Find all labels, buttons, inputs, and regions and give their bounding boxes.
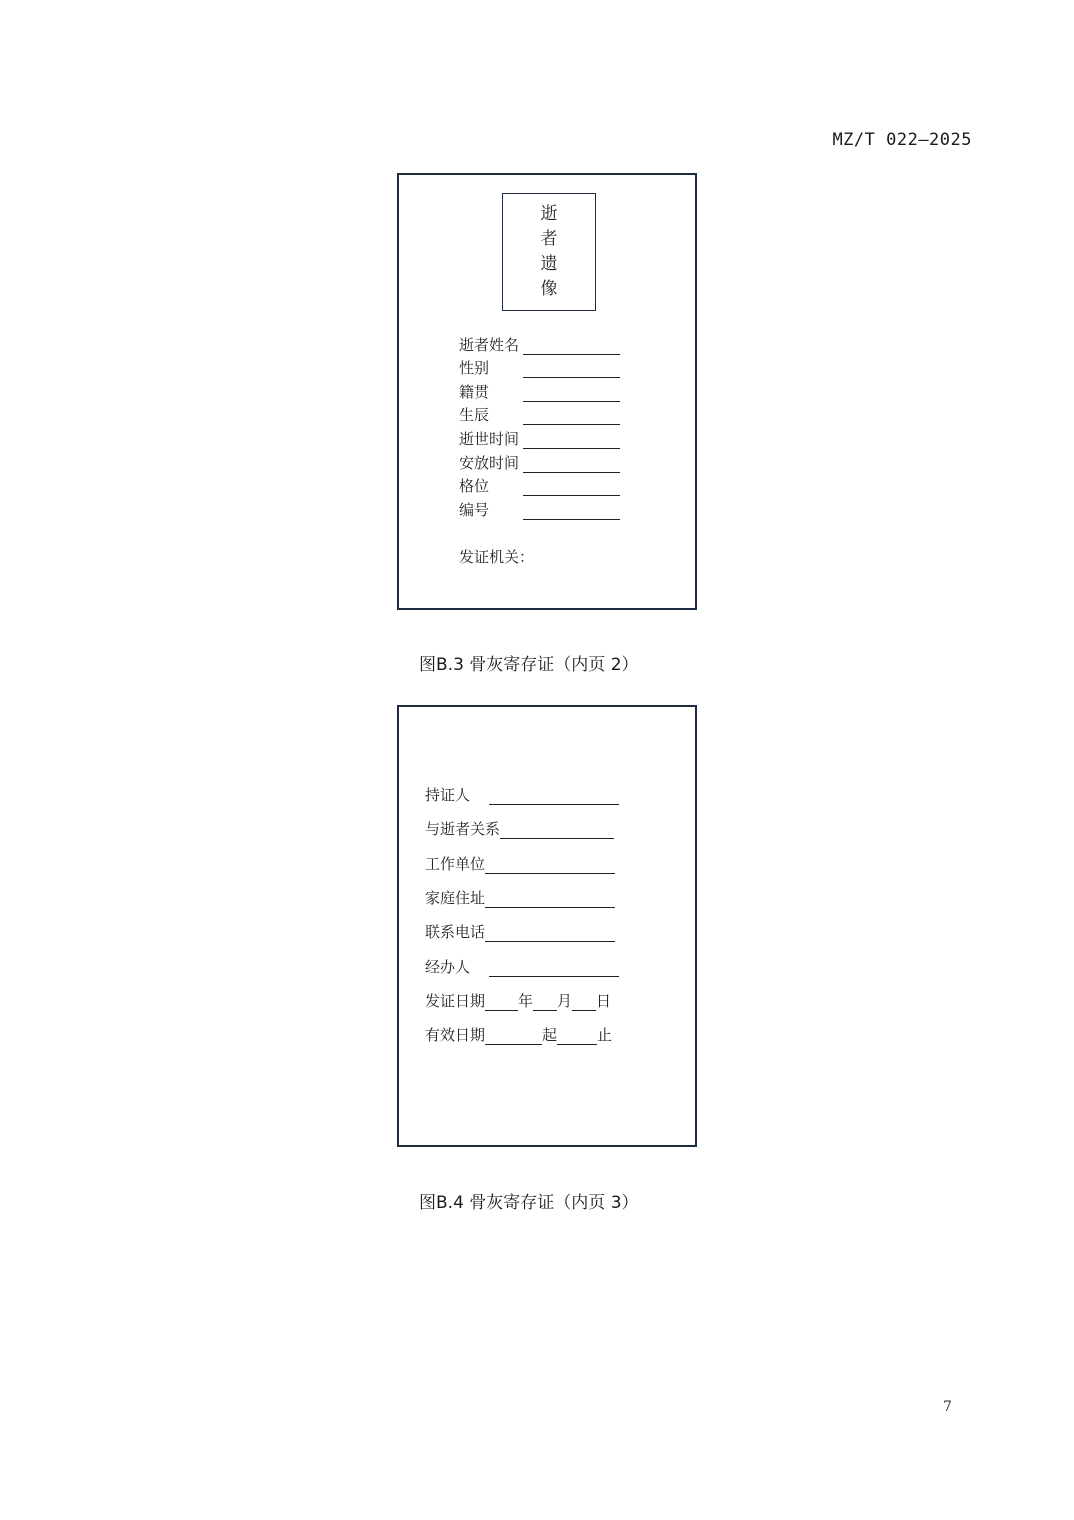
field-placement-time bbox=[459, 453, 620, 473]
field-holder bbox=[425, 785, 619, 805]
field-niche-position bbox=[459, 476, 620, 496]
field-handler bbox=[425, 957, 619, 977]
field-label: 工作单位 bbox=[425, 855, 486, 873]
certificate-page-3 bbox=[397, 705, 697, 1147]
field-label: 有效日期 bbox=[425, 1026, 486, 1044]
document-code: MZ/T 022—2025 bbox=[832, 130, 972, 150]
field-label: 籍贯 bbox=[459, 383, 490, 401]
page-number: 7 bbox=[943, 1399, 952, 1415]
day-blank[interactable] bbox=[572, 993, 596, 1011]
field-blank-line[interactable] bbox=[523, 360, 620, 378]
field-blank-line[interactable] bbox=[523, 502, 620, 520]
field-label: 安放时间 bbox=[459, 454, 520, 472]
field-label: 性别 bbox=[459, 359, 490, 377]
field-blank-line[interactable] bbox=[489, 959, 619, 977]
field-valid-period bbox=[425, 1025, 612, 1045]
field-label: 逝者姓名 bbox=[459, 336, 520, 354]
field-label: 编号 bbox=[459, 501, 490, 519]
field-label: 与逝者关系 bbox=[425, 820, 501, 838]
field-label: 生辰 bbox=[459, 406, 490, 424]
field-blank-line[interactable] bbox=[523, 407, 620, 425]
portrait-char: 像 bbox=[540, 279, 558, 299]
field-blank-line[interactable] bbox=[489, 787, 619, 805]
month-blank[interactable] bbox=[533, 993, 557, 1011]
field-label: 格位 bbox=[459, 477, 490, 495]
field-label: 发证日期 bbox=[425, 992, 486, 1010]
field-blank-line[interactable] bbox=[500, 821, 614, 839]
field-relation bbox=[425, 819, 614, 839]
certificate-page-2 bbox=[397, 173, 697, 610]
portrait-char: 逝 bbox=[540, 204, 558, 224]
field-home-address bbox=[425, 888, 615, 908]
issuer-label: 发证机关： bbox=[459, 548, 535, 566]
valid-to-blank[interactable] bbox=[557, 1027, 597, 1045]
portrait-frame bbox=[502, 193, 596, 311]
valid-from-blank[interactable] bbox=[485, 1027, 542, 1045]
field-blank-line[interactable] bbox=[523, 455, 620, 473]
figure-b3-caption: 图B.3 骨灰寄存证（内页 2） bbox=[419, 655, 639, 675]
field-label: 经办人 bbox=[425, 958, 471, 976]
field-birth-date bbox=[459, 405, 620, 425]
valid-from-unit: 起 bbox=[542, 1026, 558, 1044]
field-blank-line[interactable] bbox=[523, 478, 620, 496]
field-gender bbox=[459, 358, 620, 378]
field-blank-line[interactable] bbox=[523, 337, 620, 355]
field-deceased-name bbox=[459, 335, 620, 355]
year-unit: 年 bbox=[518, 992, 534, 1010]
field-blank-line[interactable] bbox=[485, 890, 615, 908]
month-unit: 月 bbox=[557, 992, 573, 1010]
field-native-place bbox=[459, 382, 620, 402]
valid-to-unit: 止 bbox=[597, 1026, 613, 1044]
day-unit: 日 bbox=[596, 992, 612, 1010]
field-work-unit bbox=[425, 854, 615, 874]
field-issue-date bbox=[425, 991, 611, 1011]
field-label: 逝世时间 bbox=[459, 430, 520, 448]
field-blank-line[interactable] bbox=[523, 431, 620, 449]
figure-b4-caption: 图B.4 骨灰寄存证（内页 3） bbox=[419, 1193, 639, 1213]
field-phone bbox=[425, 922, 615, 942]
portrait-char: 遗 bbox=[540, 254, 558, 274]
field-serial-number bbox=[459, 500, 620, 520]
field-death-time bbox=[459, 429, 620, 449]
field-label: 家庭住址 bbox=[425, 889, 486, 907]
portrait-char: 者 bbox=[540, 229, 558, 249]
field-blank-line[interactable] bbox=[485, 924, 615, 942]
field-label: 联系电话 bbox=[425, 923, 486, 941]
field-label: 持证人 bbox=[425, 786, 471, 804]
field-blank-line[interactable] bbox=[523, 384, 620, 402]
year-blank[interactable] bbox=[485, 993, 518, 1011]
field-blank-line[interactable] bbox=[485, 856, 615, 874]
